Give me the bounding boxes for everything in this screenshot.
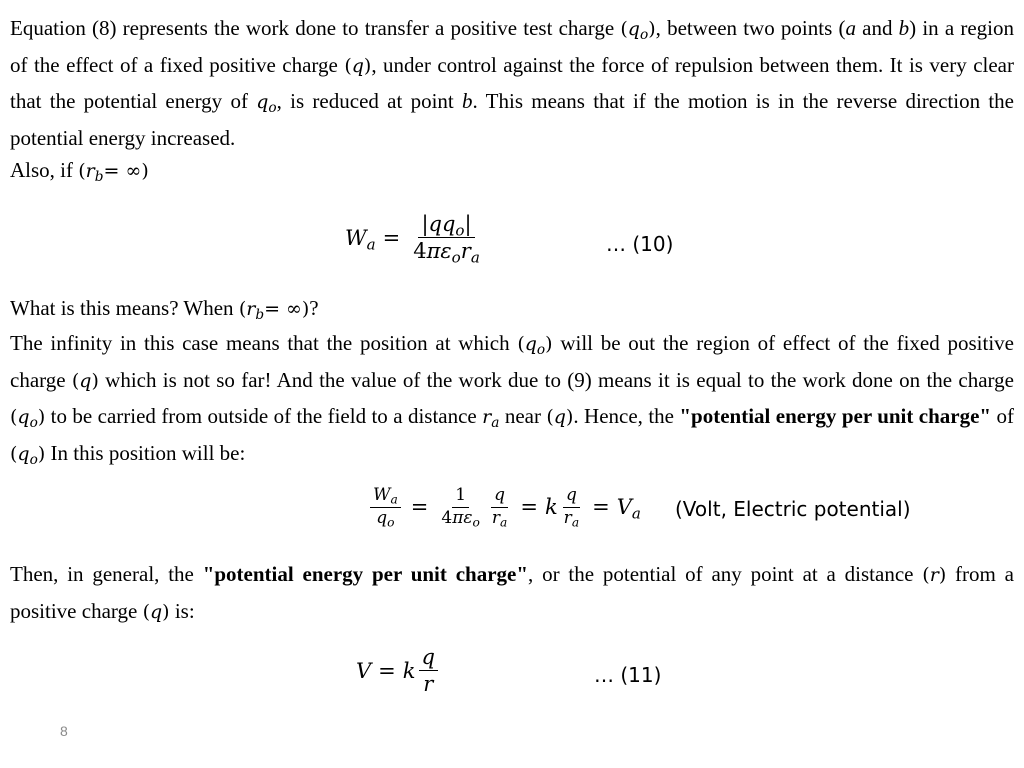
bold-phrase: "potential energy per unit charge": [202, 562, 529, 586]
paragraph-work-done: Equation (8) represents the work done to transfer a positive test charge $(q_o)$, between two points (a and b) in a region of the effect of a fixed positive charge (q), under control against the force of repulsion between them. It is very clear that the potential energy of $q_o$, is reduced at point b. This means that if the motion is in the reverse direction the potential energy increased.: [10, 16, 1015, 150]
question-line: What is this means? When ($r_b=$ ∞)?: [10, 296, 319, 324]
also-if-line: Also, if ($r_b=$ ∞): [10, 158, 149, 186]
equation-potential: $\frac{W_a}{q_o}$ = $\frac{1}{4\pi\varepsilon_o}$ $\frac{q}{r_a}$ = k $\frac{q}{r_a}$ = $V_a$: [367, 486, 641, 528]
bold-phrase: "potential energy per unit charge": [679, 404, 992, 428]
equation-10: $W_a$ = $\frac{|qq_o|}{4\pi\varepsilon_or_a}$: [345, 212, 486, 263]
volt-note: (Volt, Electric potential): [675, 497, 911, 521]
page-number: 8: [60, 723, 68, 739]
equation-11-number: … (11): [594, 663, 662, 687]
eq10-fraction: $\frac{|qq_o|}{4\pi\varepsilon_or_a}$: [413, 212, 480, 267]
paragraph-general: Then, in general, the "potential energy per unit charge", or the potential of any point at a distance (r) from a positive charge (q) is:: [10, 562, 1015, 623]
paragraph-infinity: The infinity in this case means that the position at which $(q_o)$ will be out the region of effect of the fixed positive charge (q) which is not so far! And the value of the work due to (9) means it is equal to the work done on the charge $(q_o)$ to be carried from outside of the field to a distance $r_a$ near (q). Hence, the "potential energy per unit charge" of $(q_o)$ In this position will be:: [10, 331, 1014, 468]
eq10-lhs: $W_a$: [345, 225, 376, 254]
equation-10-number: … (10): [606, 232, 674, 256]
equation-11: V = k $\frac{q}{r}$: [356, 645, 441, 696]
